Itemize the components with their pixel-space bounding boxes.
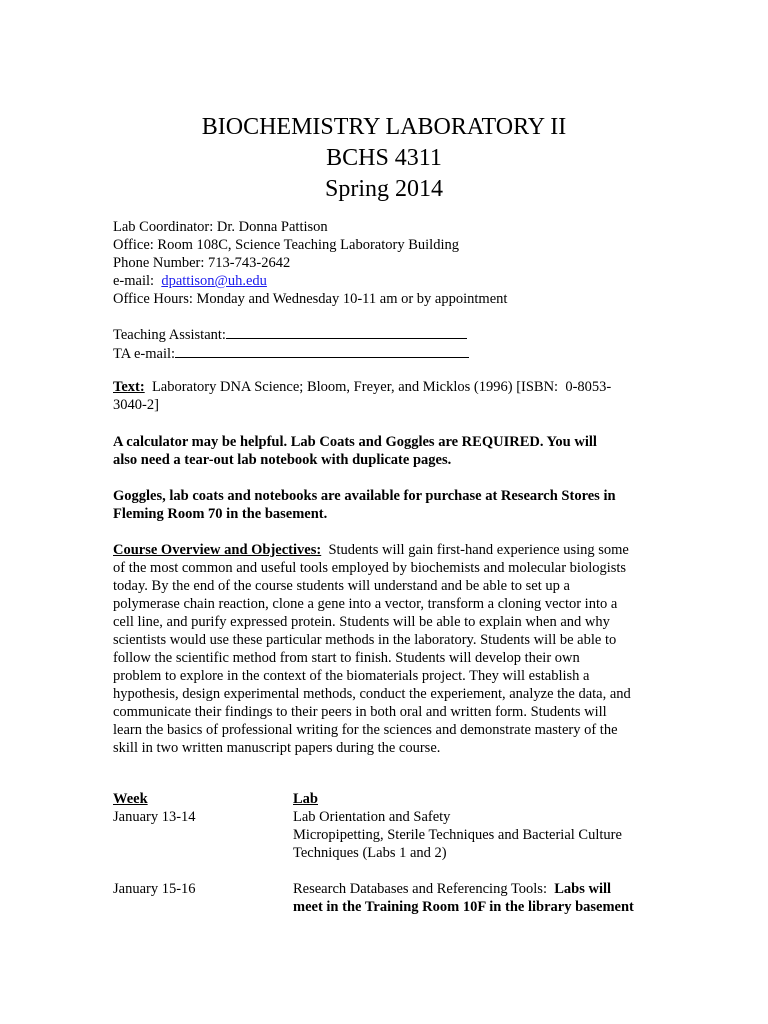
schedule-row (113, 880, 658, 916)
ta-info (113, 325, 658, 363)
schedule-lab-line: Research Databases and Referencing Tools: Labs will (293, 881, 612, 897)
schedule-week: January 13-14 (113, 809, 196, 825)
textbook-label: Text: (113, 379, 145, 395)
notice-line-2: also need a tear-out lab notebook with duplicate pages. (113, 452, 452, 468)
supplies-notice (113, 487, 658, 523)
overview-line: today. By the end of the course students will understand and be able to set up a (113, 578, 570, 594)
required-notice (113, 433, 658, 469)
email-line (113, 272, 658, 290)
schedule-lab-line: meet in the Training Room 10F in the library basement (293, 899, 634, 915)
overview-line: skill in two written manuscript papers during the course. (113, 740, 441, 756)
office-line: Office: Room 108C, Science Teaching Laboratory Building (113, 237, 459, 253)
course-code: BCHS 4311 (326, 145, 442, 171)
ta-label: Teaching Assistant: (113, 327, 226, 343)
overview-line: Course Overview and Objectives: Students will gain first-hand experience using some (113, 542, 629, 558)
schedule-row (113, 808, 658, 862)
overview-line: follow the scientific method from start to finish. Students will develop their own (113, 650, 580, 666)
overview-line: cell line, and purify expressed protein. Students will be able to explain when and why (113, 614, 610, 630)
ta-email-label: TA e-mail: (113, 346, 176, 362)
contact-info (113, 218, 658, 308)
schedule-header (113, 790, 658, 808)
office-hours-line: Office Hours: Monday and Wednesday 10-11 am or by appointment (113, 291, 508, 307)
overview-line: scientists would use these particular methods in the laboratory. Students will be able to (113, 632, 617, 648)
ta-email-blank (175, 344, 469, 358)
overview-line: problem to explore in the context of the biomaterials project. They will establish a (113, 668, 590, 684)
schedule-lab-line: Lab Orientation and Safety (293, 809, 451, 825)
ta-email-line (113, 344, 658, 363)
document-header (0, 112, 768, 205)
overview-line: learn the basics of professional writing for the sciences and demonstrate mastery of the (113, 722, 618, 738)
week-column-header: Week (113, 791, 148, 807)
ta-name-blank (226, 325, 467, 339)
overview-line: of the most common and useful tools employed by biochemists and molecular biologists (113, 560, 627, 576)
lab-column-header: Lab (293, 791, 318, 807)
supplies-line-1: Goggles, lab coats and notebooks are available for purchase at Research Stores in (113, 488, 616, 504)
textbook-line-2: 3040-2] (113, 397, 159, 413)
overview-label: Course Overview and Objectives: (113, 542, 322, 558)
textbook-section (113, 378, 658, 414)
email-label: e-mail: (113, 273, 162, 289)
schedule-lab-line: Techniques (Labs 1 and 2) (293, 845, 447, 861)
schedule-week: January 15-16 (113, 881, 196, 897)
overview-line: polymerase chain reaction, clone a gene into a vector, transform a cloning vector into a (113, 596, 618, 612)
supplies-line-2: Fleming Room 70 in the basement. (113, 506, 328, 522)
email-link[interactable]: dpattison@uh.edu (161, 273, 267, 289)
overview-line: communicate their findings to their peers in both oral and written form. Students will (113, 704, 607, 720)
overview-line: hypothesis, design experimental methods, conduct the experiement, analyze the data, and (113, 686, 631, 702)
course-title: BIOCHEMISTRY LABORATORY II (201, 114, 567, 140)
schedule-table (113, 790, 658, 916)
notice-line-1: A calculator may be helpful. Lab Coats and Goggles are REQUIRED. You will (113, 434, 597, 450)
coordinator-line: Lab Coordinator: Dr. Donna Pattison (113, 219, 328, 235)
phone-line: Phone Number: 713-743-2642 (113, 255, 291, 271)
ta-name-line (113, 325, 658, 344)
schedule-lab-line: Micropipetting, Sterile Techniques and Bacterial Culture (293, 827, 622, 843)
textbook-line-1 (113, 378, 658, 396)
textbook-citation: Laboratory DNA Science; Bloom, Freyer, and Micklos (1996) [ISBN: 0-8053- (144, 379, 612, 395)
course-term: Spring 2014 (324, 176, 443, 202)
overview-section (113, 541, 658, 757)
